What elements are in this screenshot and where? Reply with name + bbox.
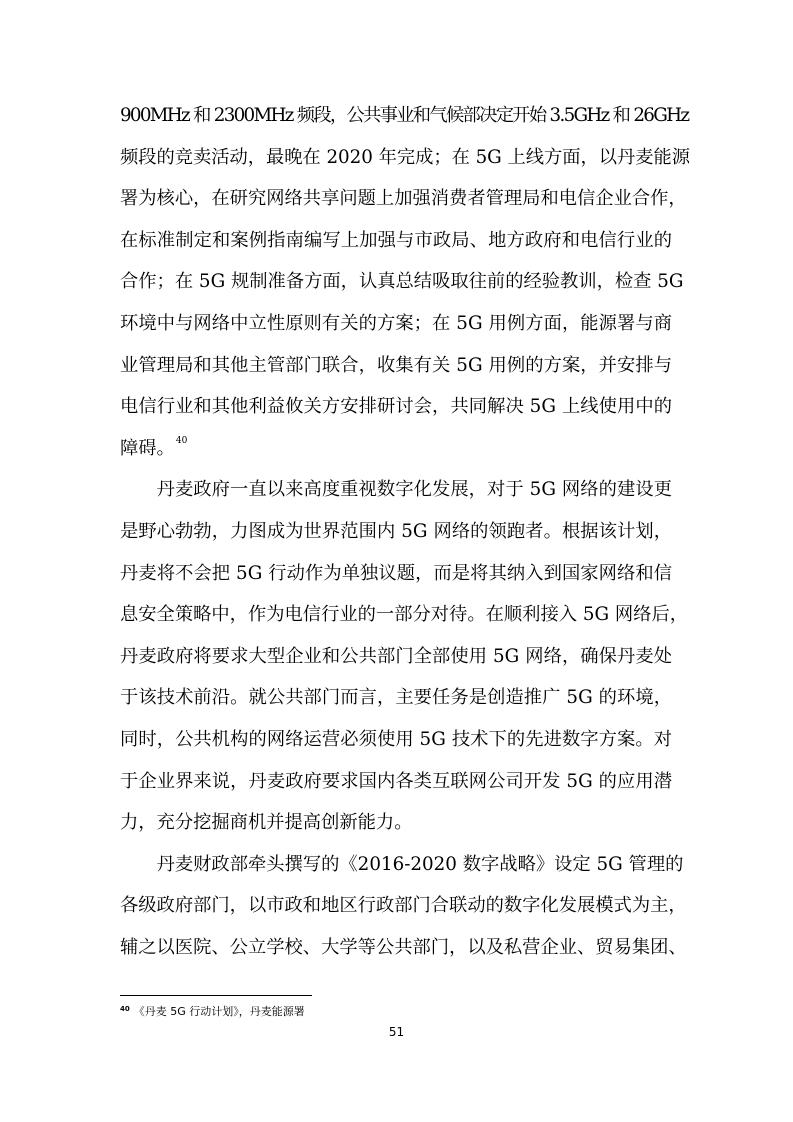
page-number: 51 bbox=[388, 1025, 405, 1039]
body-line: 于企业界来说，丹麦政府要求国内各类互联网公司开发 5G 的应用潜 bbox=[120, 770, 673, 792]
body-line: 环境中与网络中立性原则有关的方案；在 5G 用例方面，能源署与商 bbox=[120, 312, 673, 334]
body-line: 频段的竞卖活动，最晚在 2020 年完成；在 5G 上线方面，以丹麦能源 bbox=[120, 146, 690, 168]
paragraph bbox=[120, 469, 689, 843]
body-line: 力，充分挖掘商机并提高创新能力。 bbox=[120, 812, 413, 834]
body-line: 各级政府部门，以市政和地区行政部门合联动的数字化发展模式为主， bbox=[120, 895, 687, 917]
body-line: 同时，公共机构的网络运营必须使用 5G 技术下的先进数字方案。对 bbox=[120, 728, 673, 750]
body-line: 合作；在 5G 规制准备方面，认真总结吸取往前的经验教训，检查 5G bbox=[120, 271, 684, 293]
body-line: 于该技术前沿。就公共部门而言，主要任务是创造推广 5G 的环境， bbox=[120, 687, 673, 709]
body-text bbox=[120, 95, 690, 968]
body-line: 在标准制定和案例指南编写上加强与市政局、地方政府和电信行业的 bbox=[120, 229, 673, 251]
body-line: 丹麦政府将要求大型企业和公共部门全部使用 5G 网络，确保丹麦处 bbox=[120, 645, 673, 667]
footnote-text: 《丹麦 5G 行动计划》，丹麦能源署 bbox=[133, 1005, 305, 1018]
footnote-mark: 40 bbox=[120, 1005, 130, 1013]
body-line-text: 障碍。 bbox=[120, 437, 175, 459]
body-line: 电信行业和其他利益攸关方安排研讨会，共同解决 5G 上线使用中的 bbox=[120, 396, 673, 418]
footnote-ref: 40 bbox=[175, 435, 188, 446]
paragraph bbox=[120, 844, 687, 969]
body-line: 是野心勃勃，力图成为世界范围内 5G 网络的领跑者。根据该计划， bbox=[120, 520, 673, 542]
footnote-separator bbox=[120, 995, 312, 996]
paragraph bbox=[120, 95, 690, 469]
body-line: 辅之以医院、公立学校、大学等公共部门，以及私营企业、贸易集团、 bbox=[120, 936, 687, 958]
body-line: 息安全策略中，作为电信行业的一部分对待。在顺利接入 5G 网络后， bbox=[120, 604, 689, 626]
body-line: 900MHz 和 2300MHz 频段，公共事业和气候部决定开始 3.5GHz 和 26GHz bbox=[120, 105, 689, 126]
body-line: 丹麦政府一直以来高度重视数字化发展，对于 5G 网络的建设更 bbox=[156, 479, 673, 501]
body-line: 丹麦财政部牵头撰写的《2016-2020 数字战略》设定 5G 管理的 bbox=[156, 853, 684, 875]
body-line: 丹麦将不会把 5G 行动作为单独议题，而是将其纳入到国家网络和信 bbox=[120, 562, 673, 584]
body-line bbox=[120, 428, 672, 470]
body-line: 署为核心，在研究网络共享问题上加强消费者管理局和电信企业合作， bbox=[120, 188, 687, 210]
footnote bbox=[120, 1004, 305, 1020]
body-line: 业管理局和其他主管部门联合，收集有关 5G 用例的方案，并安排与 bbox=[120, 354, 673, 376]
